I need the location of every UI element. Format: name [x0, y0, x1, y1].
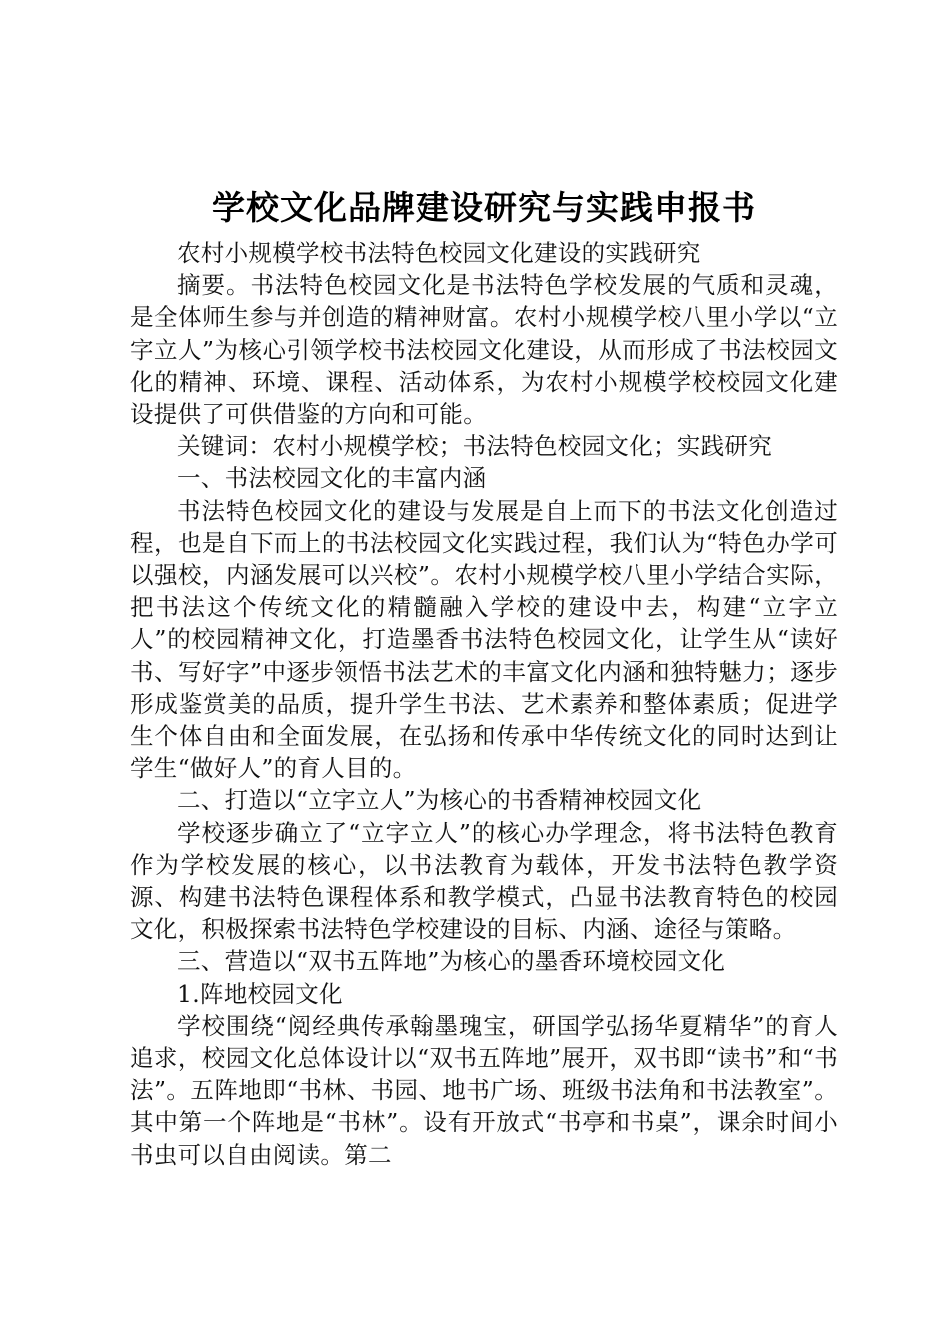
document-page [130, 183, 838, 1171]
document-title: 学校文化品牌建设研究与实践申报书 [212, 188, 756, 227]
subtitle-paragraph: 农村小规模学校书法特色校园文化建设的实践研究 [177, 239, 701, 267]
body-paragraph: 学校逐步确立了“立字立人”的核心办学理念，将书法特色教育作为学校发展的核心，以书法教育为载体，开发书法特色教学资源、构建书法特色课程体系和教学模式，凸显书法教育特色的校园文化，积极探索书法特色学校建设的目标、内涵、途径与策略。 [130, 818, 838, 944]
section-heading-1: 一、书法校园文化的丰富内涵 [177, 464, 487, 493]
abstract-paragraph: 摘要。书法特色校园文化是书法特色学校发展的气质和灵魂，是全体师生参与并创造的精神财富。农村小规模学校八里小学以“立字立人”为核心引领学校书法校园文化建设，从而形成了书法校园文化的精神、环境、课程、活动体系，为农村小规模学校校园文化建设提供了可供借鉴的方向和可能。 [130, 271, 838, 429]
subsection-heading-1: 1.阵地校园文化 [177, 979, 343, 1008]
section-heading-2: 二、打造以“立字立人”为核心的书香精神校园文化 [177, 786, 702, 815]
keywords-paragraph: 关键词：农村小规模学校；书法特色校园文化；实践研究 [177, 432, 772, 461]
section-heading-3: 三、营造以“双书五阵地”为核心的墨香环境校园文化 [177, 947, 726, 976]
body-paragraph: 学校围绕“阅经典传承翰墨瑰宝，研国学弘扬华夏精华”的育人追求，校园文化总体设计以“双书五阵地”展开，双书即“读书”和“书法”。五阵地即“书林、书园、地书广场、班级书法角和书法教室”。其中第一个阵地是“书林”。设有开放式“书亭和书桌”，课余时间小书虫可以自由阅读。第二 [130, 1011, 838, 1169]
body-paragraph: 书法特色校园文化的建设与发展是自上而下的书法文化创造过程，也是自下而上的书法校园文化实践过程，我们认为“特色办学可以强校，内涵发展可以兴校”。农村小规模学校八里小学结合实际，把书法这个传统文化的精髓融入学校的建设中去，构建“立字立人”的校园精神文化，打造墨香书法特色校园文化，让学生从“读好书、写好字”中逐步领悟书法艺术的丰富文化内涵和独特魅力；逐步形成鉴赏美的品质，提升学生书法、艺术素养和整体素质；促进学生个体自由和全面发展，在弘扬和传承中华传统文化的同时达到让学生“做好人”的育人目的。 [130, 496, 838, 783]
